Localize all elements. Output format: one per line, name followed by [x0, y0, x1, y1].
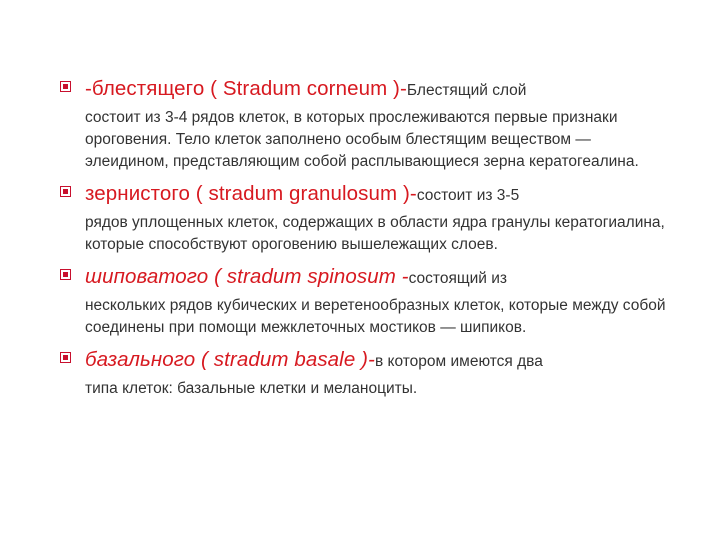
bullet-list — [60, 74, 672, 406]
square-bullet-icon — [60, 81, 71, 92]
list-item — [60, 345, 672, 400]
layer-description: рядов уплощенных клеток, содержащих в области ядра гранулы кератогиалина, которые способствуют ороговению вышележащих слоев. — [85, 214, 665, 253]
layer-name: -блестящего ( Stradum corneum )- — [85, 77, 407, 100]
list-item — [60, 74, 672, 173]
layer-name: зернистого ( stradum granulosum )- — [85, 182, 417, 205]
layer-description: состоит из 3-4 рядов клеток, в которых прослеживаются первые признаки ороговения. Тело клеток заполнено особым блестящим веществом — элеидином, представляющим собой расплывающиеся зерна кератогеалина. — [85, 109, 639, 170]
layer-description: типа клеток: базальные клетки и меланоциты. — [85, 380, 418, 397]
layer-name: шиповатого ( stradum spinosum - — [85, 265, 409, 288]
layer-description-start: Блестящий слой — [406, 82, 527, 99]
item-first-line — [85, 74, 672, 105]
item-first-line — [85, 179, 672, 210]
layer-description: нескольких рядов кубических и веретенообразных клеток, которые между собой соединены при помощи межклеточных мостиков — шипиков. — [85, 297, 666, 336]
list-item — [60, 179, 672, 256]
layer-description-start: в котором имеются два — [374, 353, 543, 370]
layer-name: базального ( stradum basale )- — [85, 348, 375, 371]
layer-description-start: состоит из 3-5 — [416, 187, 520, 204]
item-first-line — [85, 262, 672, 293]
square-bullet-icon — [60, 352, 71, 363]
square-bullet-icon — [60, 269, 71, 280]
layer-description-start: состоящий из — [408, 270, 507, 287]
item-first-line — [85, 345, 672, 376]
square-bullet-icon — [60, 186, 71, 197]
list-item — [60, 262, 672, 339]
